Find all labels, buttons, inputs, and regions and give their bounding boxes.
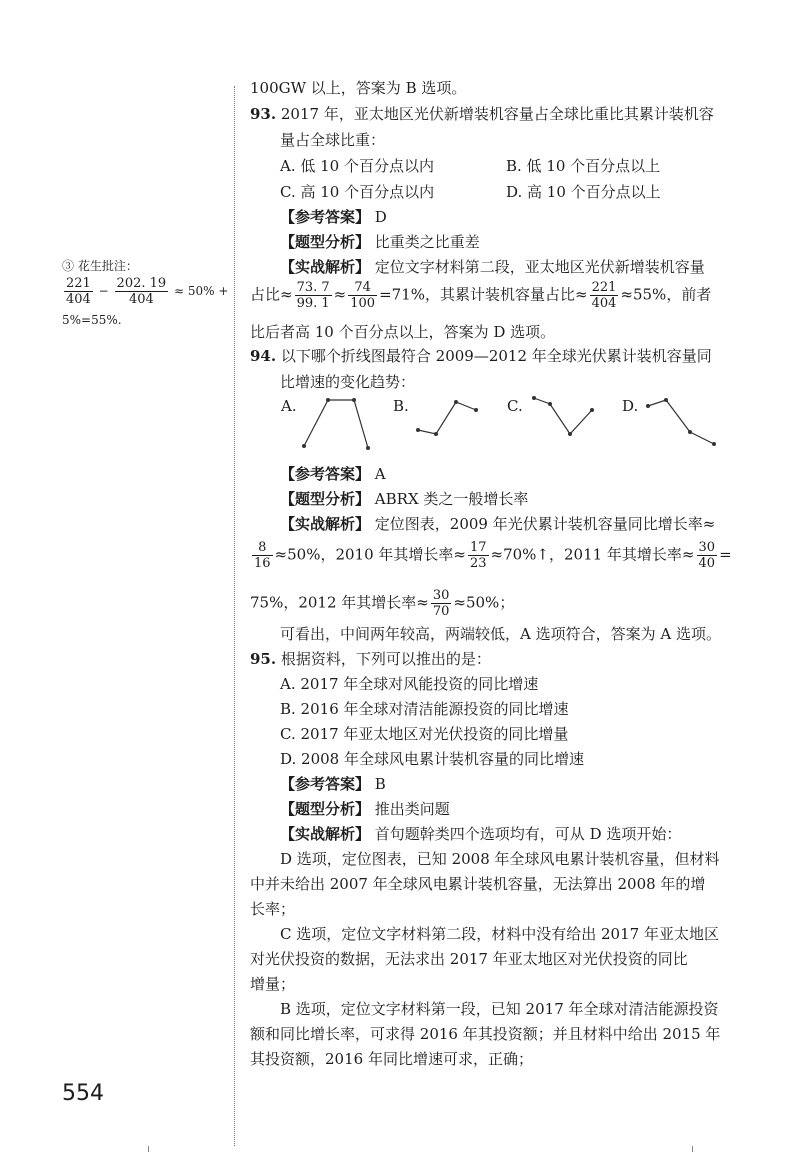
- answer-tag: 【参考答案】: [280, 775, 371, 793]
- side-minus: −: [98, 284, 109, 298]
- q95-solution-1: [280, 824, 681, 844]
- side-note-line2: 5%=55%.: [62, 313, 122, 327]
- q94-graph-b: [412, 392, 492, 442]
- q94-number: 94.: [250, 347, 277, 365]
- q94-s3-a: 75%，2012 年其增长率≈: [250, 593, 429, 612]
- side-f1-num: 221: [66, 276, 91, 291]
- solve-tag: 【实战解析】: [280, 258, 371, 276]
- q94-f2-num: 17: [469, 540, 487, 555]
- q94-graph-d: [642, 392, 722, 452]
- q94-option-b-label: B.: [393, 397, 409, 415]
- q93-s2-pre: 占比: [250, 285, 281, 304]
- q94-solution-2: [250, 540, 732, 571]
- q94-text: 以下哪个折线图最符合 2009—2012 年全球光伏累计装机容量同: [280, 347, 712, 365]
- q94-answer-value: A: [374, 465, 386, 483]
- q95-c-analysis-2: 对光伏投资的数据，无法求出 2017 年亚太地区对光伏投资的同比: [250, 950, 688, 968]
- q93-answer: [280, 207, 387, 227]
- q95-d-analysis-1: D 选项，定位图表，已知 2008 年全球风电累计装机容量，但材料: [280, 850, 720, 868]
- q94-s2-b: ≈70%↑，2011 年其增长率≈: [490, 545, 695, 564]
- q94-f2-den: 23: [469, 556, 487, 571]
- q95-number: 95.: [250, 650, 277, 668]
- q93-solution-3: 比后者高 10 个百分点以上，答案为 D 选项。: [250, 323, 556, 341]
- q93-f1-num: 73. 7: [296, 280, 330, 295]
- q93-type-value: 比重类之比重差: [374, 233, 480, 251]
- q94-solution-text: 定位图表，2009 年光伏累计装机容量同比增长率≈: [374, 515, 716, 533]
- q93-option-d: D. 高 10 个百分点以上: [506, 183, 661, 201]
- bottom-tick: [692, 1146, 693, 1152]
- q94-solution-4: 可看出，中间两年较高，两端较低，A 选项符合，答案为 A 选项。: [280, 625, 721, 643]
- side-f1-den: 404: [66, 292, 91, 307]
- q94-s2-a: ≈50%，2010 年其增长率≈: [274, 545, 466, 564]
- type-tag: 【题型分析】: [280, 800, 371, 818]
- text-line: 100GW 以上，答案为 B 选项。: [250, 79, 467, 97]
- q94-s3-b: ≈50%；: [453, 593, 515, 612]
- solve-tag: 【实战解析】: [280, 515, 371, 533]
- q94-option-c-label: C.: [507, 397, 523, 415]
- q93-option-c: C. 高 10 个百分点以内: [280, 183, 435, 201]
- side-f2-num: 202. 19: [116, 276, 167, 291]
- q95-b-analysis-1: B 选项，定位文字材料第一段，已知 2017 年全球对清洁能源投资: [280, 1000, 719, 1018]
- q94-f4-den: 70: [432, 604, 450, 619]
- q95-b-analysis-2: 额和同比增长率，可求得 2016 年其投资额；并且材料中给出 2015 年: [250, 1025, 721, 1043]
- q94-f3-num: 30: [698, 540, 716, 555]
- q94-f1-den: 16: [254, 556, 271, 571]
- q95-b-analysis-3: 其投资额，2016 年同比增速可求，正确；: [250, 1050, 533, 1068]
- bottom-tick: [148, 1146, 149, 1152]
- side-note-formula: [62, 276, 228, 307]
- q95-option-d: D. 2008 年全球风电累计装机容量的同比增速: [280, 750, 584, 768]
- q93-f1-den: 99. 1: [296, 296, 330, 311]
- q93-solution-2: 占比≈ $\frac{73. 7}{99. 1}$ ≈ $\frac{74}{100}$ =71%，其累计装机容量占比≈ $\frac{221}{404}$ ≈55%，前者: [250, 280, 712, 311]
- q93-answer-value: D: [374, 208, 387, 226]
- q93-f3-den: 404: [591, 296, 617, 311]
- q94-type-value: ABRX 类之一般增长率: [374, 490, 529, 508]
- q95-answer-value: B: [374, 775, 386, 793]
- q93-f2-num: 74: [348, 280, 377, 296]
- q93-f3-num: 221: [591, 280, 617, 295]
- q95-answer: [280, 774, 386, 794]
- q93-f2-den: 100: [350, 296, 376, 311]
- q93-solution-text: 定位文字材料第二段，亚太地区光伏新增装机容量: [374, 258, 705, 276]
- side-approx: ≈ 50% +: [174, 284, 229, 298]
- q94-s2-c: =: [719, 545, 732, 564]
- q93-text: 2017 年，亚太地区光伏新增装机容量占全球比重比其累计装机容: [280, 105, 714, 123]
- q93-stem-2: 量占全球比重：: [280, 131, 386, 149]
- q95-option-b: B. 2016 年全球对清洁能源投资的同比增速: [280, 700, 569, 718]
- q93-s2-end: ≈55%，前者: [620, 285, 712, 304]
- q93-option-b: B. 低 10 个百分点以上: [506, 157, 661, 175]
- q94-graph-c: [528, 392, 608, 442]
- q95-c-analysis-3: 增量；: [250, 975, 296, 993]
- q94-option-d-label: D.: [622, 397, 639, 415]
- q95-type-value: 推出类问题: [374, 800, 450, 818]
- q95-solution-text: 首句题幹类四个选项均有，可从 D 选项开始：: [374, 825, 682, 843]
- q95-c-analysis-1: C 选项，定位文字材料第二段，材料中没有给出 2017 年亚太地区: [280, 925, 719, 943]
- q95-d-analysis-2: 中并未给出 2007 年全球风电累计装机容量，无法算出 2008 年的增: [250, 875, 706, 893]
- page-number: 554: [62, 1081, 104, 1106]
- q95-type: [280, 799, 450, 819]
- margin-rule: [234, 86, 241, 1146]
- q94-stem: [250, 346, 712, 366]
- q94-type: [280, 489, 528, 509]
- q94-stem-2: 比增速的变化趋势：: [280, 373, 416, 391]
- q94-solution-1: [280, 514, 715, 534]
- side-f2-den: 404: [128, 292, 154, 307]
- type-tag: 【题型分析】: [280, 233, 371, 251]
- q94-f3-den: 40: [698, 556, 716, 571]
- q93-s2-mid: =71%，其累计装机容量占比: [379, 285, 575, 304]
- q93-option-a: A. 低 10 个百分点以内: [280, 157, 434, 175]
- q94-option-a-label: A.: [281, 397, 297, 415]
- q94-f1-num: 8: [252, 540, 273, 556]
- q93-solution-1: [280, 257, 705, 277]
- q93-number: 93.: [250, 105, 277, 123]
- q95-option-a: A. 2017 年全球对风能投资的同比增速: [280, 675, 539, 693]
- q95-text: 根据资料，下列可以推出的是：: [280, 650, 491, 668]
- q95-stem: [250, 649, 491, 669]
- solve-tag: 【实战解析】: [280, 825, 371, 843]
- type-tag: 【题型分析】: [280, 490, 371, 508]
- q93-stem: [250, 104, 714, 124]
- q93-type: [280, 232, 480, 252]
- answer-tag: 【参考答案】: [280, 465, 371, 483]
- q94-graph-a: [296, 392, 376, 458]
- q95-d-analysis-3: 长率；: [250, 900, 296, 918]
- q95-option-c: C. 2017 年亚太地区对光伏投资的同比增量: [280, 725, 569, 743]
- side-note-title: ③ 花生批注：: [62, 259, 138, 273]
- q94-f4-num: 30: [432, 588, 450, 603]
- q94-answer: [280, 464, 386, 484]
- q94-solution-3: [250, 588, 514, 619]
- answer-tag: 【参考答案】: [280, 208, 371, 226]
